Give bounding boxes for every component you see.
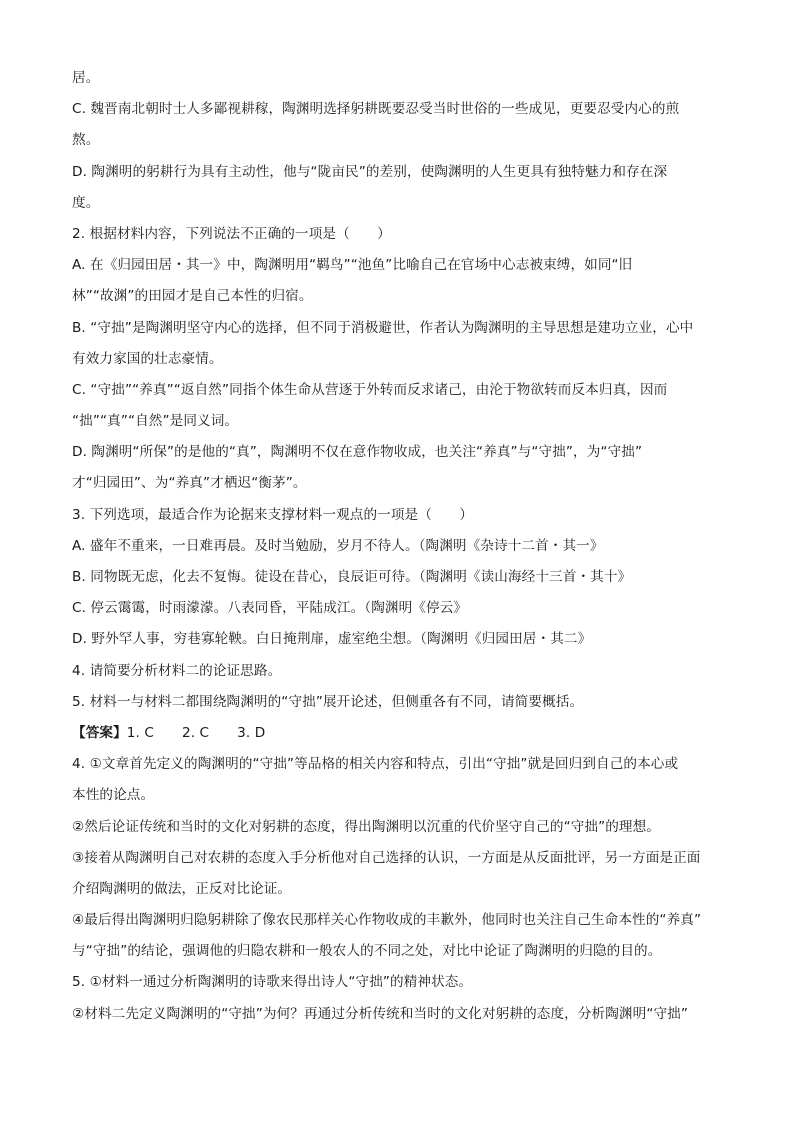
text-line: D. 陶渊明的躬耕行为具有主动性，他与“陇亩民”的差别，使陶渊明的人生更具有独特魅力和存在深 bbox=[72, 163, 668, 180]
text-line: 与“守拙”的结论，强调他的归隐农耕和一般农人的不同之处，对比中论证了陶渊明的归隐的目的。 bbox=[72, 943, 662, 960]
question-5: 5. 材料一与材料二都围绕陶渊明的“守拙”展开论述，但侧重各有不同，请简要概括。 bbox=[72, 693, 584, 710]
text-line: 居。 bbox=[72, 70, 100, 86]
text-line: C. “守拙”“养真”“返自然”同指个体生命从营逐于外转而反求诸己，由沦于物欲转而反本归真，因而 bbox=[72, 381, 668, 398]
text-line: C. 魏晋南北朝时士人多鄙视耕稼，陶渊明选择躬耕既要忍受当时世俗的一些成见，更要忍受内心的煎 bbox=[72, 101, 680, 118]
text-line: D. 陶渊明“所保”的是他的“真”，陶渊明不仅在意作物收成，也关注“养真”与“守拙”，为“守拙” bbox=[72, 444, 643, 461]
answer-item: 3. D bbox=[237, 724, 266, 741]
text-line: A. 在《归园田居・其一》中，陶渊明用“羁鸟”“池鱼”比喻自己在官场中心志被束缚，如同“旧 bbox=[72, 257, 633, 274]
text-line: C. 停云霭霭，时雨濛濛。八表同昏，平陆成江。（陶渊明《停云》 bbox=[72, 600, 468, 617]
text-line: 4. ①文章首先定义的陶渊明的“守拙”等品格的相关内容和特点，引出“守拙”就是回归到自己的本心或 bbox=[72, 756, 679, 773]
text-line: 介绍陶渊明的做法，正反对比论证。 bbox=[72, 880, 292, 897]
text-line: 熬。 bbox=[72, 132, 100, 149]
answer-item: 1. C bbox=[126, 724, 154, 741]
text-line: 林”“故渊”的田园才是自己本性的归宿。 bbox=[72, 288, 313, 305]
text-line: ③接着从陶渊明自己对农耕的态度入手分析他对自己选择的认识，一方面是从反面批评，另一方面是正面 bbox=[72, 849, 701, 866]
text-line: A. 盛年不重来，一日难再晨。及时当勉励，岁月不待人。（陶渊明《杂诗十二首・其一》 bbox=[72, 537, 604, 554]
question-3: 3. 下列选项，最适合作为论据来支撑材料一观点的一项是（ ） bbox=[72, 506, 474, 523]
text-line: 才“归园田”、为“养真”才栖迟“衡茅”。 bbox=[72, 475, 307, 492]
text-line: ④最后得出陶渊明归隐躬耕除了像农民那样关心作物收成的丰歉外，他同时也关注自己生命本性的“养真” bbox=[72, 912, 702, 929]
text-line: 本性的论点。 bbox=[72, 787, 155, 804]
text-line: ②然后论证传统和当时的文化对躬耕的态度，得出陶渊明以沉重的代价坚守自己的“守拙”的理想。 bbox=[72, 818, 661, 835]
answer-line bbox=[72, 718, 740, 749]
document-page bbox=[72, 63, 740, 1030]
text-line: B. “守拙”是陶渊明坚守内心的选择，但不同于消极避世，作者认为陶渊明的主导思想是建功立业，心中 bbox=[72, 319, 694, 336]
answer-item: 2. C bbox=[181, 724, 210, 741]
question-2: 2. 根据材料内容，下列说法不正确的一项是（ ） bbox=[72, 225, 391, 242]
text-line: “拙”“真”“自然”是同义词。 bbox=[72, 413, 239, 430]
answer-tag: 【答案】 bbox=[72, 724, 127, 741]
text-line: ②材料二先定义陶渊明的“守拙”为何？再通过分析传统和当时的文化对躬耕的态度，分析陶渊明“守拙” bbox=[72, 1005, 688, 1022]
question-4: 4. 请简要分析材料二的论证思路。 bbox=[72, 662, 282, 679]
text-line: D. 野外罕人事，穷巷寡轮鞅。白日掩荆扉，虚室绝尘想。（陶渊明《归园田居・其二》 bbox=[72, 631, 592, 648]
text-line: 有效力家国的壮志豪情。 bbox=[72, 350, 223, 367]
text-line: 度。 bbox=[72, 194, 100, 211]
text-line: B. 同物既无虑，化去不复悔。徒设在昔心，良辰讵可待。（陶渊明《读山海经十三首・其十》 bbox=[72, 569, 632, 585]
text-line: 5. ①材料一通过分析陶渊明的诗歌来得出诗人“守拙”的精神状态。 bbox=[72, 974, 473, 991]
